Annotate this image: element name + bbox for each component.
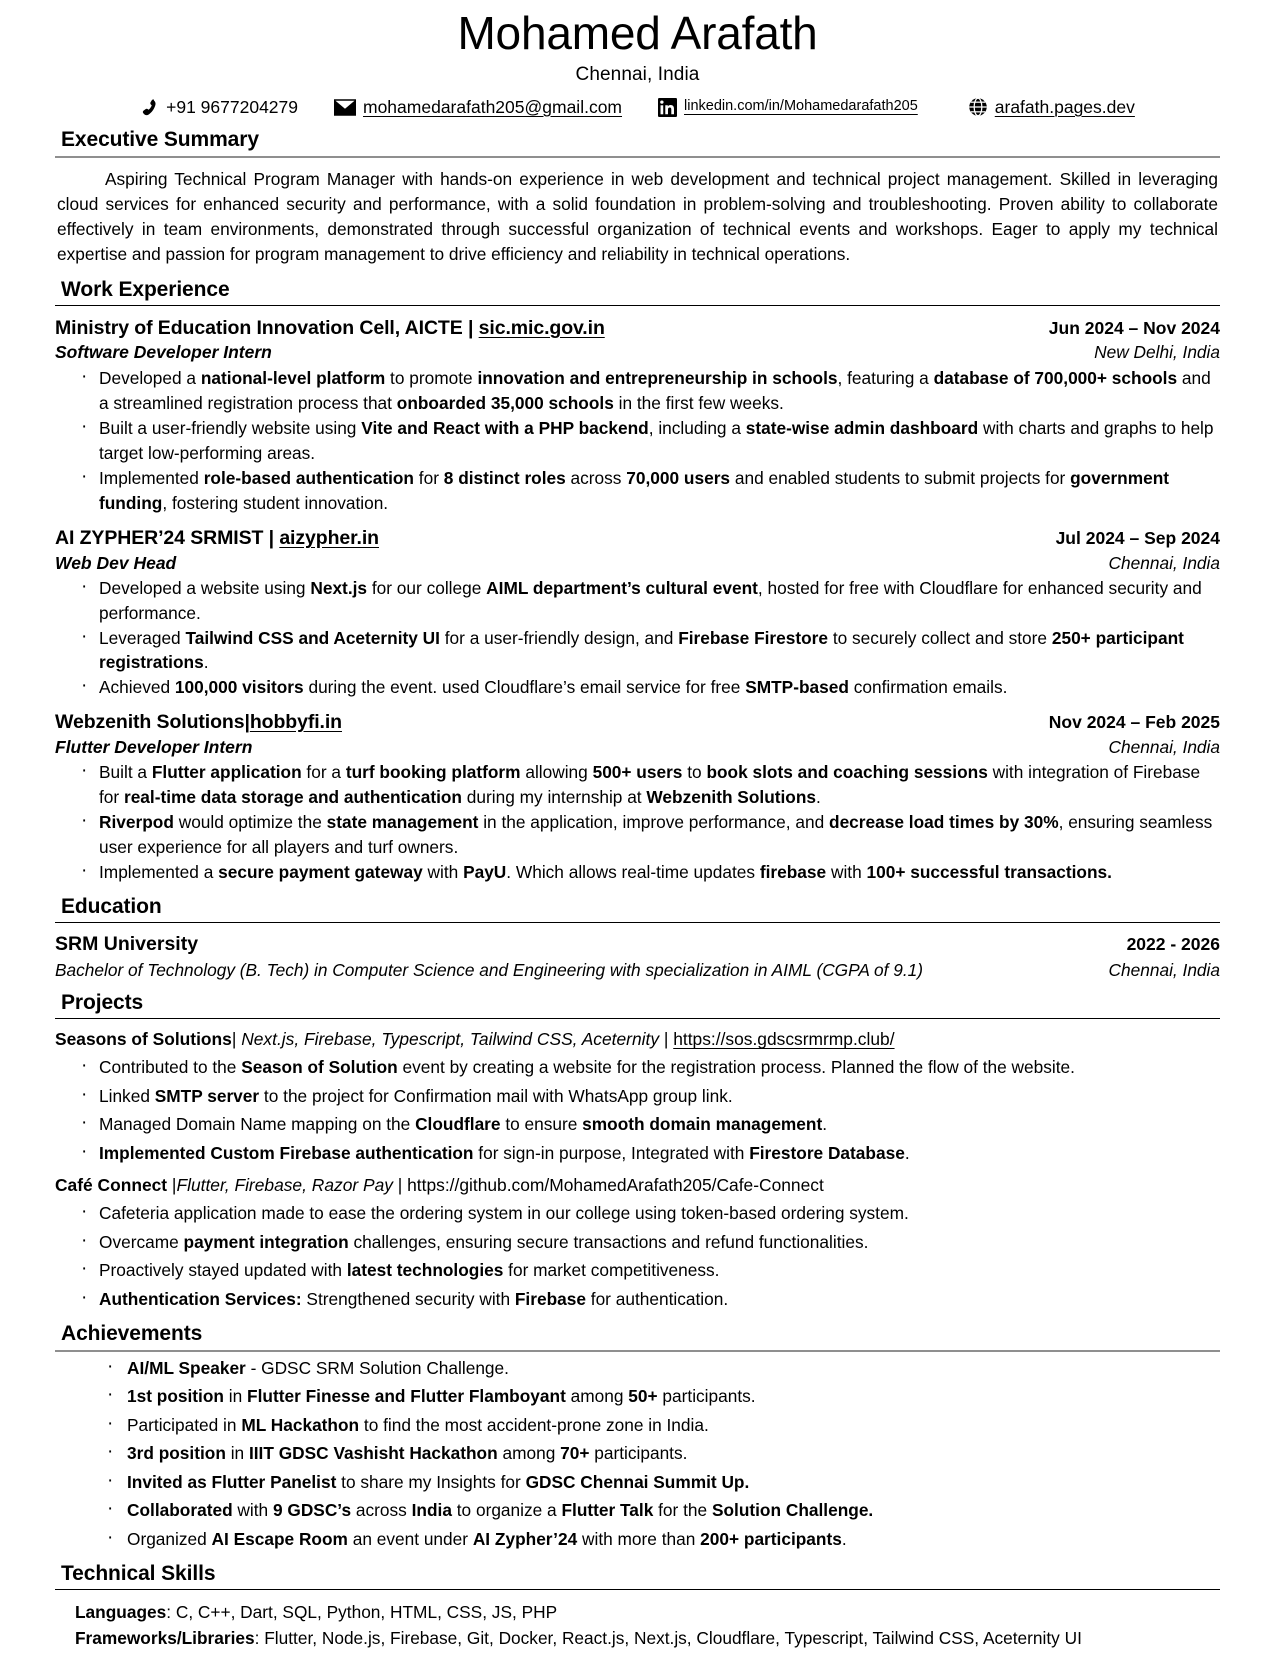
achievements-list — [55, 1356, 1220, 1552]
work-location: Chennai, India — [1108, 736, 1220, 757]
skill-category-label: Languages — [75, 1601, 167, 1622]
project-entry — [55, 1174, 1220, 1311]
project-separator: | — [171, 1175, 177, 1196]
education-years: 2022 - 2026 — [1126, 934, 1220, 955]
project-separator: | — [231, 1029, 242, 1050]
education-entry-header — [55, 932, 1220, 956]
project-header — [55, 1174, 1220, 1197]
project-link[interactable]: https://sos.gdscsrmrmp.club/ — [673, 1029, 895, 1050]
section-title-projects: Projects — [61, 991, 144, 1015]
section-title-work-experience: Work Experience — [61, 277, 230, 301]
section-title-achievements: Achievements — [61, 1321, 203, 1345]
bullet-item: · Implemented role-based authentication for 8 distinct roles across 70,000 users and enabled students to submit projects for government funding, fostering student innovation. — [55, 466, 1220, 515]
section-divider — [55, 156, 1220, 158]
section-divider — [55, 305, 1220, 306]
work-organization-link[interactable]: sic.mic.gov.in — [478, 316, 605, 339]
education-degree: Bachelor of Technology (B. Tech) in Computer Science and Engineering with specialization in AIML (CGPA of 9.1) — [55, 959, 924, 980]
bullet-item: · Leveraged Tailwind CSS and Aceternity UI for a user-friendly design, and Firebase Firestore to securely collect and store 250+ participant registrations. — [55, 626, 1220, 675]
bullet-item: · Managed Domain Name mapping on the Cloudflare to ensure smooth domain management. — [55, 1112, 1220, 1137]
project-tech-stack: Flutter, Firebase, Razor Pay — [176, 1175, 393, 1196]
work-date-range: Jul 2024 – Sep 2024 — [1055, 528, 1220, 549]
contact-text[interactable]: linkedin.com/in/Mohamedarafath205 — [684, 98, 918, 115]
project-tech-stack: Next.js, Firebase, Typescript, Tailwind CSS, Aceternity — [241, 1029, 660, 1050]
work-organization-name: Webzenith Solutions| — [55, 711, 250, 734]
achievement-item: · Invited as Flutter Panelist to share my Insights for GDSC Chennai Summit Up. — [55, 1470, 1220, 1495]
achievement-item: · 3rd position in IIIT GDSC Vashisht Hackathon among 70+ participants. — [55, 1441, 1220, 1466]
bullet-item: · Implemented a secure payment gateway with PayU. Which allows real-time updates firebase with 100+ successful transactions. — [55, 860, 1220, 885]
section-work-experience — [55, 277, 1220, 885]
work-organization — [55, 316, 605, 340]
section-divider — [55, 1350, 1220, 1352]
section-executive-summary — [55, 127, 1220, 268]
section-technical-skills — [55, 1561, 1220, 1652]
work-location: Chennai, India — [1108, 552, 1220, 573]
work-organization-name: AI ZYPHER’24 SRMIST | — [55, 527, 280, 550]
bullet-item: · Riverpod would optimize the state management in the application, improve performance, and decrease load times by 30%, ensuring seamless user experience for all players and turf owners. — [55, 810, 1220, 859]
achievement-item: · Collaborated with 9 GDSC’s across India to organize a Flutter Talk for the Solution Challenge. — [55, 1498, 1220, 1523]
skills-list — [55, 1600, 1220, 1652]
linkedin-icon — [658, 98, 677, 117]
work-experience-list — [55, 316, 1220, 885]
contact-item-linkedin[interactable] — [658, 98, 932, 117]
section-divider — [55, 922, 1220, 923]
contact-item-globe[interactable] — [968, 97, 1135, 118]
work-date-range: Nov 2024 – Feb 2025 — [1048, 712, 1220, 733]
bullet-list — [55, 366, 1220, 515]
envelope-icon — [334, 99, 356, 116]
section-title-education: Education — [61, 895, 162, 919]
project-header — [55, 1028, 1220, 1051]
work-organization-link[interactable]: aizypher.in — [279, 527, 379, 550]
bullet-item: · Built a user-friendly website using Vite and React with a PHP backend, including a state-wise admin dashboard with charts and graphs to help target low-performing areas. — [55, 416, 1220, 465]
executive-summary-text: Aspiring Technical Program Manager with hands-on experience in web development and technical project management. Skilled in leveraging cloud services for enhanced security and performance, with a solid foundation in problem-solving and troubleshooting. Proven ability to collaborate effectively in team environments, demonstrated through successful organization of technical events and workshops. Eager to apply my technical expertise and passion for program management to drive efficiency and reliability in technical operations. — [57, 168, 1218, 265]
project-separator: | — [659, 1029, 674, 1050]
achievement-item: · Participated in ML Hackathon to find the most accident-prone zone in India. — [55, 1413, 1220, 1438]
project-name: Seasons of Solutions — [55, 1029, 232, 1050]
project-separator: | — [392, 1175, 408, 1196]
section-projects — [55, 990, 1220, 1312]
skill-line — [75, 1600, 1220, 1626]
project-entry — [55, 1028, 1220, 1165]
bullet-item: · Developed a website using Next.js for our college AIML department’s cultural event, hosted for free with Cloudflare for enhanced security and performance. — [55, 576, 1220, 625]
header-location: Chennai, India — [575, 63, 700, 85]
work-organization-link[interactable]: hobbyfi.in — [249, 711, 342, 734]
work-entry — [55, 526, 1220, 699]
work-entry-subheader — [55, 341, 1220, 364]
work-role: Software Developer Intern — [55, 342, 272, 363]
achievement-item: · Organized AI Escape Room an event under AI Zypher’24 with more than 200+ participants. — [55, 1527, 1220, 1552]
section-title-technical-skills: Technical Skills — [61, 1561, 216, 1585]
bullet-item: · Authentication Services: Strengthened security with Firebase for authentication. — [55, 1287, 1220, 1312]
contact-text[interactable]: arafath.pages.dev — [994, 96, 1135, 117]
bullet-list — [55, 576, 1220, 699]
work-entry — [55, 316, 1220, 515]
project-link[interactable]: https://github.com/MohamedArafath205/Cafe-Connect — [407, 1175, 824, 1196]
section-title-executive-summary: Executive Summary — [61, 127, 259, 151]
bullet-item: · Contributed to the Season of Solution event by creating a website for the registration process. Planned the flow of the website. — [55, 1055, 1220, 1080]
section-divider — [55, 1589, 1220, 1590]
work-organization — [55, 710, 342, 734]
work-entry-subheader — [55, 736, 1220, 759]
contact-row — [55, 97, 1220, 118]
achievement-item: · AI/ML Speaker - GDSC SRM Solution Challenge. — [55, 1356, 1220, 1381]
contact-item-envelope[interactable] — [334, 97, 622, 118]
work-organization — [55, 526, 379, 550]
work-organization-name: Ministry of Education Innovation Cell, AICTE | — [55, 316, 479, 339]
education-location: Chennai, India — [1108, 959, 1220, 980]
work-location: New Delhi, India — [1094, 342, 1220, 363]
phone-icon — [140, 98, 159, 117]
skill-category-label: Frameworks/Libraries — [75, 1627, 255, 1648]
bullet-list — [55, 1201, 1220, 1311]
project-name: Café Connect — [55, 1175, 172, 1196]
skill-line — [75, 1626, 1220, 1652]
contact-text[interactable]: mohamedarafath205@gmail.com — [363, 96, 623, 117]
work-entry-header — [55, 316, 1220, 340]
bullet-item: · Built a Flutter application for a turf booking platform allowing 500+ users to book slots and coaching sessions with integration of Firebase for real-time data storage and authentication during my internship at Webzenith Solutions. — [55, 760, 1220, 809]
skill-category-value: : Flutter, Node.js, Firebase, Git, Docker, React.js, Next.js, Cloudflare, Typescript, Tailwind CSS, Aceternity UI — [254, 1627, 1082, 1648]
achievement-item: · 1st position in Flutter Finesse and Flutter Flamboyant among 50+ participants. — [55, 1384, 1220, 1409]
globe-icon — [968, 97, 988, 117]
bullet-item: · Linked SMTP server to the project for Confirmation mail with WhatsApp group link. — [55, 1084, 1220, 1109]
work-entry-header — [55, 526, 1220, 550]
work-role: Flutter Developer Intern — [55, 736, 253, 757]
contact-text[interactable]: +91 9677204279 — [166, 96, 298, 117]
resume-header — [55, 8, 1220, 118]
bullet-item: · Achieved 100,000 visitors during the event. used Cloudflare’s email service for free SMTP-based confirmation emails. — [55, 675, 1220, 700]
work-date-range: Jun 2024 – Nov 2024 — [1048, 317, 1220, 338]
page-title: Mohamed Arafath — [457, 7, 818, 59]
bullet-item: · Developed a national-level platform to promote innovation and entrepreneurship in schools, featuring a database of 700,000+ schools and a streamlined registration process that onboarded 35,000 schools in the first few weeks. — [55, 366, 1220, 415]
projects-list — [55, 1028, 1220, 1311]
contact-item-phone[interactable] — [140, 97, 298, 118]
skill-category-value: : C, C++, Dart, SQL, Python, HTML, CSS, JS, PHP — [166, 1601, 558, 1622]
work-role: Web Dev Head — [55, 552, 177, 573]
bullet-item: · Cafeteria application made to ease the ordering system in our college using token-based ordering system. — [55, 1201, 1220, 1226]
bullet-item: · Implemented Custom Firebase authentication for sign-in purpose, Integrated with Firestore Database. — [55, 1141, 1220, 1166]
education-entry-subheader — [55, 959, 1220, 981]
section-education — [55, 894, 1220, 981]
section-divider — [55, 1018, 1220, 1019]
work-entry — [55, 710, 1220, 885]
work-entry-header — [55, 710, 1220, 734]
section-achievements — [55, 1321, 1220, 1552]
education-school: SRM University — [55, 933, 199, 956]
bullet-item: · Proactively stayed updated with latest technologies for market competitiveness. — [55, 1258, 1220, 1283]
bullet-list — [55, 1055, 1220, 1165]
work-entry-subheader — [55, 552, 1220, 575]
bullet-item: · Overcame payment integration challenges, ensuring secure transactions and refund functionalities. — [55, 1230, 1220, 1255]
bullet-list — [55, 760, 1220, 885]
